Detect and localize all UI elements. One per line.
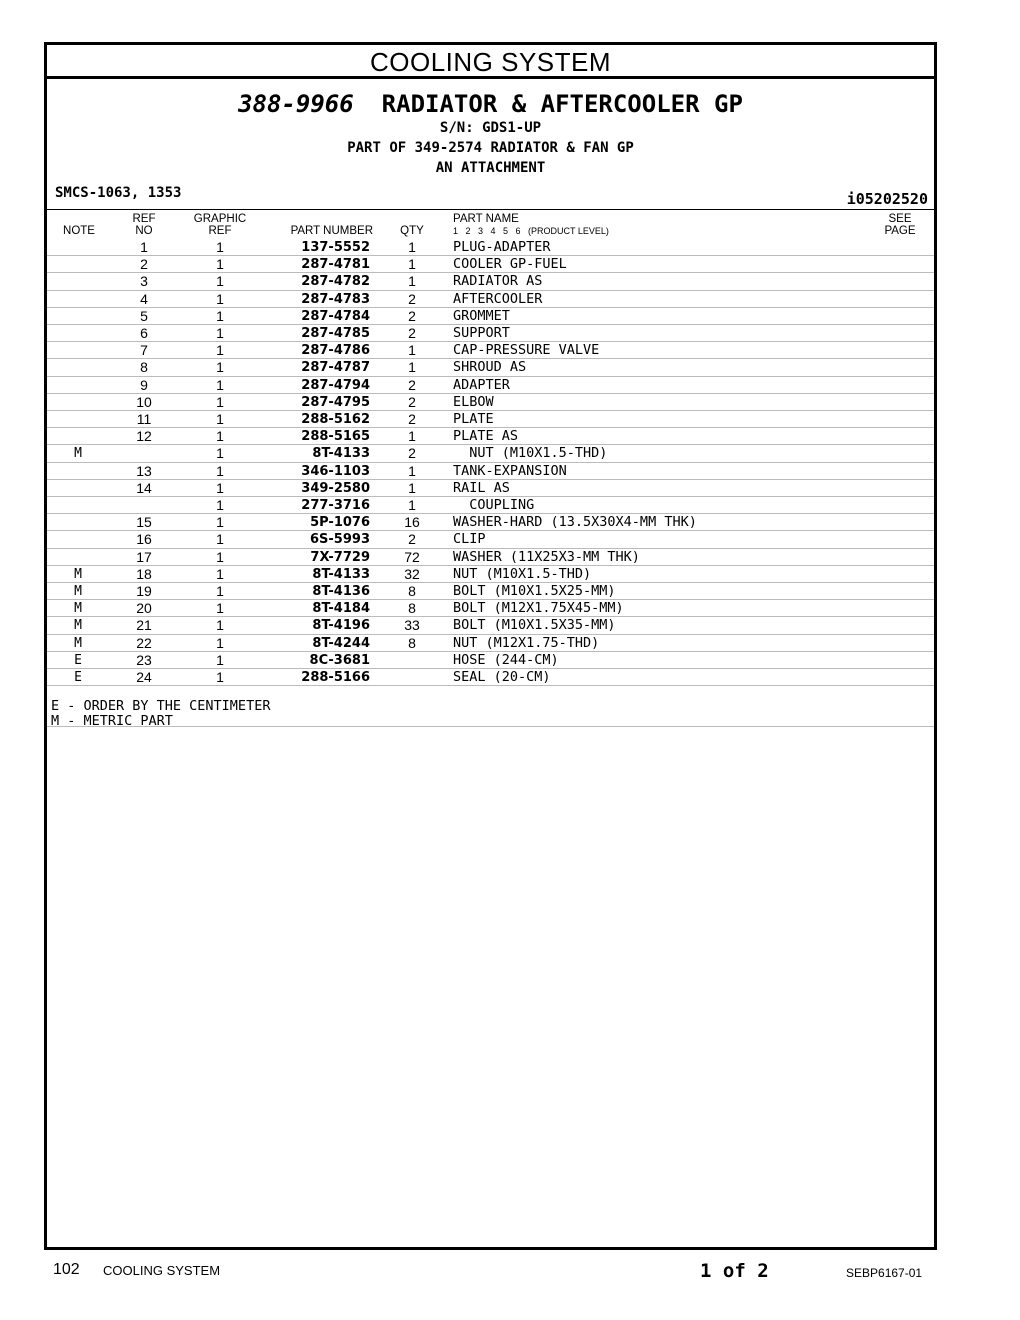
- part-note: M: [74, 446, 82, 462]
- quantity: 1: [408, 479, 416, 496]
- ref-number: 17: [136, 548, 152, 565]
- ref-number: 12: [136, 428, 152, 445]
- ref-number: 19: [136, 583, 152, 599]
- ref-number: 18: [136, 565, 152, 582]
- table-row: [47, 463, 934, 480]
- graphic-ref: 1: [216, 290, 224, 307]
- quantity: 1: [408, 428, 416, 445]
- part-name: CAP-PRESSURE VALVE: [453, 342, 600, 359]
- graphic-ref: 1: [216, 600, 224, 617]
- parts-page-frame: [44, 42, 937, 1250]
- ref-number: 24: [136, 669, 152, 685]
- quantity: 1: [408, 497, 416, 513]
- part-note: M: [74, 601, 82, 617]
- part-number: 288-5162: [301, 412, 370, 427]
- part-name: NUT (M10X1.5-THD): [453, 565, 592, 582]
- graphic-ref: 1: [216, 669, 224, 685]
- graphic-ref: 1: [216, 359, 224, 376]
- graphic-ref: 1: [216, 256, 224, 273]
- group-name: RADIATOR & AFTERCOOLER GP: [381, 90, 743, 118]
- part-name: RADIATOR AS: [453, 273, 543, 290]
- ref-number: 11: [136, 411, 152, 427]
- page-count: 1 of 2: [700, 1260, 769, 1282]
- table-row: [47, 635, 934, 652]
- part-number: 287-4786: [301, 343, 370, 359]
- ref-number: 23: [136, 651, 152, 668]
- part-number: 287-4783: [301, 291, 370, 307]
- table-row: [47, 549, 934, 566]
- part-name: HOSE (244-CM): [453, 651, 559, 668]
- ref-number: 9: [140, 376, 148, 393]
- graphic-ref: 1: [216, 634, 224, 651]
- part-number: 8T-4136: [312, 584, 370, 599]
- table-row: [47, 256, 934, 273]
- part-name: NUT (M10X1.5-THD): [453, 445, 608, 462]
- part-number: 287-4794: [301, 377, 370, 393]
- ref-number: 14: [136, 479, 152, 496]
- table-row: [47, 583, 934, 600]
- part-name: COUPLING: [453, 497, 535, 513]
- part-number: 8C-3681: [309, 652, 370, 668]
- col-header-qty: QTY: [400, 225, 424, 237]
- ref-number: 22: [136, 634, 152, 651]
- graphic-ref: 1: [216, 342, 224, 359]
- document-id: SEBP6167-01: [846, 1266, 923, 1280]
- quantity: 1: [408, 256, 416, 273]
- ref-number: 5: [140, 307, 148, 324]
- col-header-ref-top: REF: [132, 213, 156, 225]
- part-name: ADAPTER: [453, 376, 510, 393]
- part-number: 7X-7729: [310, 549, 370, 565]
- quantity: 2: [408, 376, 416, 393]
- serial-range: S/N: GDS1-UP: [439, 120, 542, 136]
- graphic-ref: 1: [216, 565, 224, 582]
- part-name: PLUG-ADAPTER: [453, 239, 551, 255]
- part-number: 287-4784: [301, 308, 370, 324]
- table-row: [47, 445, 934, 462]
- table-row: [47, 239, 934, 256]
- ref-number: 16: [136, 531, 152, 548]
- col-header-part-number: PART NUMBER: [290, 225, 373, 237]
- ref-number: 21: [136, 617, 152, 634]
- quantity: 32: [404, 565, 420, 582]
- ref-number: 13: [136, 462, 152, 479]
- quantity: 2: [408, 325, 416, 341]
- graphic-ref: 1: [216, 479, 224, 496]
- quantity: 2: [408, 411, 416, 427]
- table-row: [47, 669, 934, 686]
- table-row: [47, 359, 934, 376]
- part-number: 287-4785: [301, 326, 370, 341]
- table-row: [47, 428, 934, 445]
- graphic-ref: 1: [216, 531, 224, 548]
- table-row: [47, 273, 934, 290]
- part-number: 8T-4133: [312, 566, 370, 582]
- graphic-ref: 1: [216, 617, 224, 634]
- ref-number: 20: [136, 600, 152, 617]
- part-number: 287-4787: [301, 360, 370, 376]
- part-name: GROMMET: [453, 307, 510, 324]
- part-name: WASHER-HARD (13.5X30X4-MM THK): [453, 514, 697, 531]
- part-note: M: [74, 635, 82, 651]
- notes-divider: [47, 726, 934, 727]
- table-row: [47, 480, 934, 497]
- graphic-ref: 1: [216, 462, 224, 479]
- quantity: 8: [408, 634, 416, 651]
- part-name: NUT (M12X1.75-THD): [453, 634, 600, 651]
- quantity: 2: [408, 290, 416, 307]
- part-note: M: [74, 584, 82, 599]
- graphic-ref: 1: [216, 393, 224, 410]
- graphic-ref: 1: [216, 445, 224, 462]
- part-number: 288-5166: [301, 670, 370, 685]
- part-number: 137-5552: [301, 240, 370, 255]
- quantity: 1: [408, 239, 416, 255]
- part-name: COOLER GP-FUEL: [453, 256, 567, 273]
- part-number: 8T-4184: [312, 601, 370, 617]
- quantity: 8: [408, 600, 416, 617]
- part-name: RAIL AS: [453, 479, 510, 496]
- part-name: BOLT (M10X1.5X35-MM): [453, 617, 616, 634]
- graphic-ref: 1: [216, 651, 224, 668]
- table-row: [47, 566, 934, 583]
- part-name: SUPPORT: [453, 325, 510, 341]
- illustration-id: i05202520: [846, 190, 928, 208]
- part-note: E: [74, 670, 82, 685]
- col-header-graphic-top: GRAPHIC: [193, 213, 247, 225]
- attachment-line: AN ATTACHMENT: [435, 160, 546, 176]
- col-header-note: NOTE: [63, 225, 95, 237]
- notes-legend: [51, 699, 938, 729]
- part-number: 8T-4196: [312, 618, 370, 634]
- part-name: PLATE AS: [453, 428, 519, 445]
- page-footer: [0, 1258, 1020, 1288]
- table-row: [47, 325, 934, 342]
- part-name: AFTERCOOLER: [453, 290, 543, 307]
- col-header-product-level: 1 2 3 4 5 6 (PRODUCT LEVEL): [453, 226, 609, 236]
- graphic-ref: 1: [216, 514, 224, 531]
- part-number: 8T-4244: [312, 635, 370, 651]
- part-number: 5P-1076: [310, 515, 370, 531]
- ref-number: 8: [140, 359, 148, 376]
- quantity: 1: [408, 273, 416, 290]
- col-header-see-bottom: PAGE: [884, 225, 916, 237]
- quantity: 2: [408, 445, 416, 462]
- ref-number: 15: [136, 514, 152, 531]
- graphic-ref: 1: [216, 428, 224, 445]
- part-name: SEAL (20-CM): [453, 669, 551, 685]
- quantity: 2: [408, 307, 416, 324]
- part-of-line: PART OF 349-2574 RADIATOR & FAN GP: [347, 140, 634, 156]
- ref-number: 3: [140, 273, 148, 290]
- group-number: 388-9966: [238, 90, 354, 118]
- graphic-ref: 1: [216, 583, 224, 599]
- graphic-ref: 1: [216, 273, 224, 290]
- part-name: ELBOW: [453, 393, 494, 410]
- quantity: 8: [408, 583, 416, 599]
- table-row: [47, 411, 934, 428]
- table-row: [47, 497, 934, 514]
- graphic-ref: 1: [216, 497, 224, 513]
- part-note: M: [74, 618, 82, 634]
- group-title: [47, 89, 934, 119]
- graphic-ref: 1: [216, 239, 224, 255]
- graphic-ref: 1: [216, 548, 224, 565]
- part-name: TANK-EXPANSION: [453, 462, 567, 479]
- part-name: BOLT (M10X1.5X25-MM): [453, 583, 616, 599]
- ref-number: 10: [136, 393, 152, 410]
- col-header-part-name: PART NAME: [453, 213, 519, 225]
- quantity: 2: [408, 531, 416, 548]
- quantity: 1: [408, 342, 416, 359]
- part-name: SHROUD AS: [453, 359, 527, 376]
- graphic-ref: 1: [216, 376, 224, 393]
- ref-number: 2: [140, 256, 148, 273]
- part-number: 6S-5993: [310, 532, 370, 548]
- quantity: 1: [408, 462, 416, 479]
- graphic-ref: 1: [216, 411, 224, 427]
- table-row: [47, 617, 934, 634]
- table-row: [47, 308, 934, 325]
- quantity: 33: [404, 617, 420, 634]
- part-name: BOLT (M12X1.75X45-MM): [453, 600, 624, 617]
- part-name: PLATE: [453, 411, 494, 427]
- table-row: [47, 600, 934, 617]
- ref-number: 7: [140, 342, 148, 359]
- table-row: [47, 531, 934, 548]
- part-number: 277-3716: [301, 498, 370, 513]
- section-title: COOLING SYSTEM: [47, 45, 934, 79]
- table-row: [47, 291, 934, 308]
- part-number: 346-1103: [301, 463, 370, 479]
- note-line-m: M - METRIC PART: [51, 713, 173, 729]
- quantity: 1: [408, 359, 416, 376]
- part-number: 287-4781: [301, 257, 370, 273]
- note-line-e: E - ORDER BY THE CENTIMETER: [51, 698, 271, 714]
- ref-number: 4: [140, 290, 148, 307]
- table-row: [47, 394, 934, 411]
- part-name: CLIP: [453, 531, 486, 548]
- part-number: 288-5165: [301, 429, 370, 445]
- quantity: 2: [408, 393, 416, 410]
- smcs-codes: SMCS-1063, 1353: [55, 185, 182, 201]
- ref-number: 6: [140, 325, 148, 341]
- graphic-ref: 1: [216, 325, 224, 341]
- col-header-ref-bottom: NO: [135, 225, 153, 237]
- table-row: [47, 514, 934, 531]
- part-name: WASHER (11X25X3-MM THK): [453, 548, 640, 565]
- table-row: [47, 342, 934, 359]
- part-number: 349-2580: [301, 480, 370, 496]
- footer-section: COOLING SYSTEM: [103, 1263, 221, 1278]
- quantity: 16: [404, 514, 420, 531]
- table-row: [47, 652, 934, 669]
- ref-number: 1: [140, 239, 148, 255]
- header-divider: [47, 209, 934, 210]
- part-number: 287-4782: [301, 274, 370, 290]
- graphic-ref: 1: [216, 307, 224, 324]
- part-number: 287-4795: [301, 394, 370, 410]
- col-header-see-top: SEE: [888, 213, 912, 225]
- page-number: 102: [53, 1261, 80, 1278]
- table-row: [47, 377, 934, 394]
- part-note: M: [74, 566, 82, 582]
- part-note: E: [74, 652, 82, 668]
- quantity: 72: [404, 548, 420, 565]
- col-header-graphic-bottom: REF: [208, 225, 232, 237]
- part-number: 8T-4133: [312, 446, 370, 462]
